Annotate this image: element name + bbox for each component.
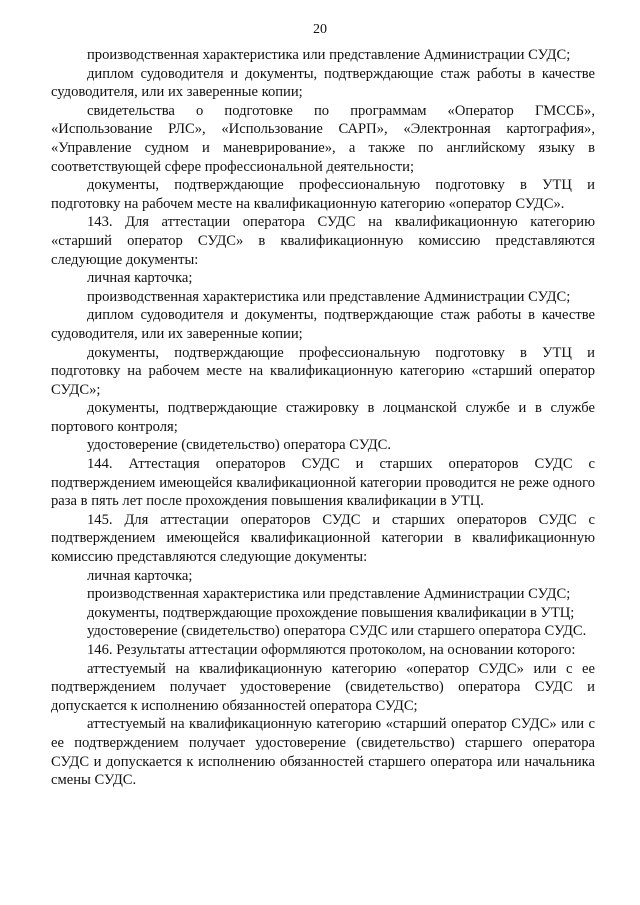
list-item: диплом судоводителя и документы, подтверждающие стаж работы в качестве судоводителя, или их заверенные копии; bbox=[51, 307, 595, 342]
clause-144: 144. Аттестация операторов СУДС и старших операторов СУДС с подтверждением имеющейся квалификационной категории проводится не реже одного раза в пять лет после прохождения повышения квалификации в УТЦ. bbox=[51, 456, 595, 510]
list-item: документы, подтверждающие профессиональную подготовку в УТЦ и подготовку на рабочем месте на квалификационную категорию «старший оператор СУДС»; bbox=[51, 344, 595, 398]
page-number: 20 bbox=[313, 22, 327, 37]
list-item: производственная характеристика или представление Администрации СУДС; bbox=[87, 586, 571, 603]
list-item: диплом судоводителя и документы, подтверждающие стаж работы в качестве судоводителя, или их заверенные копии; bbox=[51, 65, 595, 101]
list-item: документы, подтверждающие стажировку в лоцманской службе и в службе портового контроля; bbox=[51, 400, 595, 435]
list-item: производственная характеристика или представление Администрации СУДС; bbox=[87, 288, 571, 305]
list-item: документы, подтверждающие профессиональную подготовку в УТЦ и подготовку на рабочем месте на квалификационную категорию «оператор СУДС». bbox=[51, 177, 595, 212]
list-item: аттестуемый на квалификационную категорию «старший оператор СУДС» или с ее подтверждением получает удостоверение (свидетельство) старшего оператора СУДС и допускается к исполнению обязанностей старшего оператора или начальника смены СУДС. bbox=[51, 716, 595, 789]
list-item: удостоверение (свидетельство) оператора СУДС или старшего оператора СУДС. bbox=[87, 623, 587, 640]
clause-143: 143. Для аттестации оператора СУДС на квалификационную категорию «старший оператор СУДС» в квалификационную комиссию представляются следующие документы: bbox=[51, 214, 595, 268]
clause-146: 146. Результаты аттестации оформляются протоколом, на основании которого: bbox=[87, 642, 576, 658]
clause-145: 145. Для аттестации операторов СУДС и старших операторов СУДС с подтверждением имеющейся квалификационной категории в квалификационную комиссию представляются следующие документы: bbox=[51, 511, 595, 566]
list-item: свидетельства о подготовке по программам «Оператор ГМССБ», «Использование РЛС», «Использование САРП», «Электронная картография», «Управление судном и маневрирование», а также по английскому языку в соответствующей сфере профессиональной деятельности; bbox=[51, 102, 595, 175]
list-item: аттестуемый на квалификационную категорию «оператор СУДС» или с ее подтверждением получает удостоверение (свидетельство) оператора СУДС и допускается к исполнению обязанностей оператора СУДС; bbox=[51, 660, 595, 714]
list-item: документы, подтверждающие прохождение повышения квалификации в УТЦ; bbox=[87, 604, 575, 621]
list-item: удостоверение (свидетельство) оператора СУДС. bbox=[87, 437, 392, 454]
list-item: личная карточка; bbox=[87, 567, 193, 584]
list-item: личная карточка; bbox=[87, 270, 193, 287]
document-body bbox=[51, 46, 595, 790]
list-item: производственная характеристика или представление Администрации СУДС; bbox=[87, 47, 571, 63]
